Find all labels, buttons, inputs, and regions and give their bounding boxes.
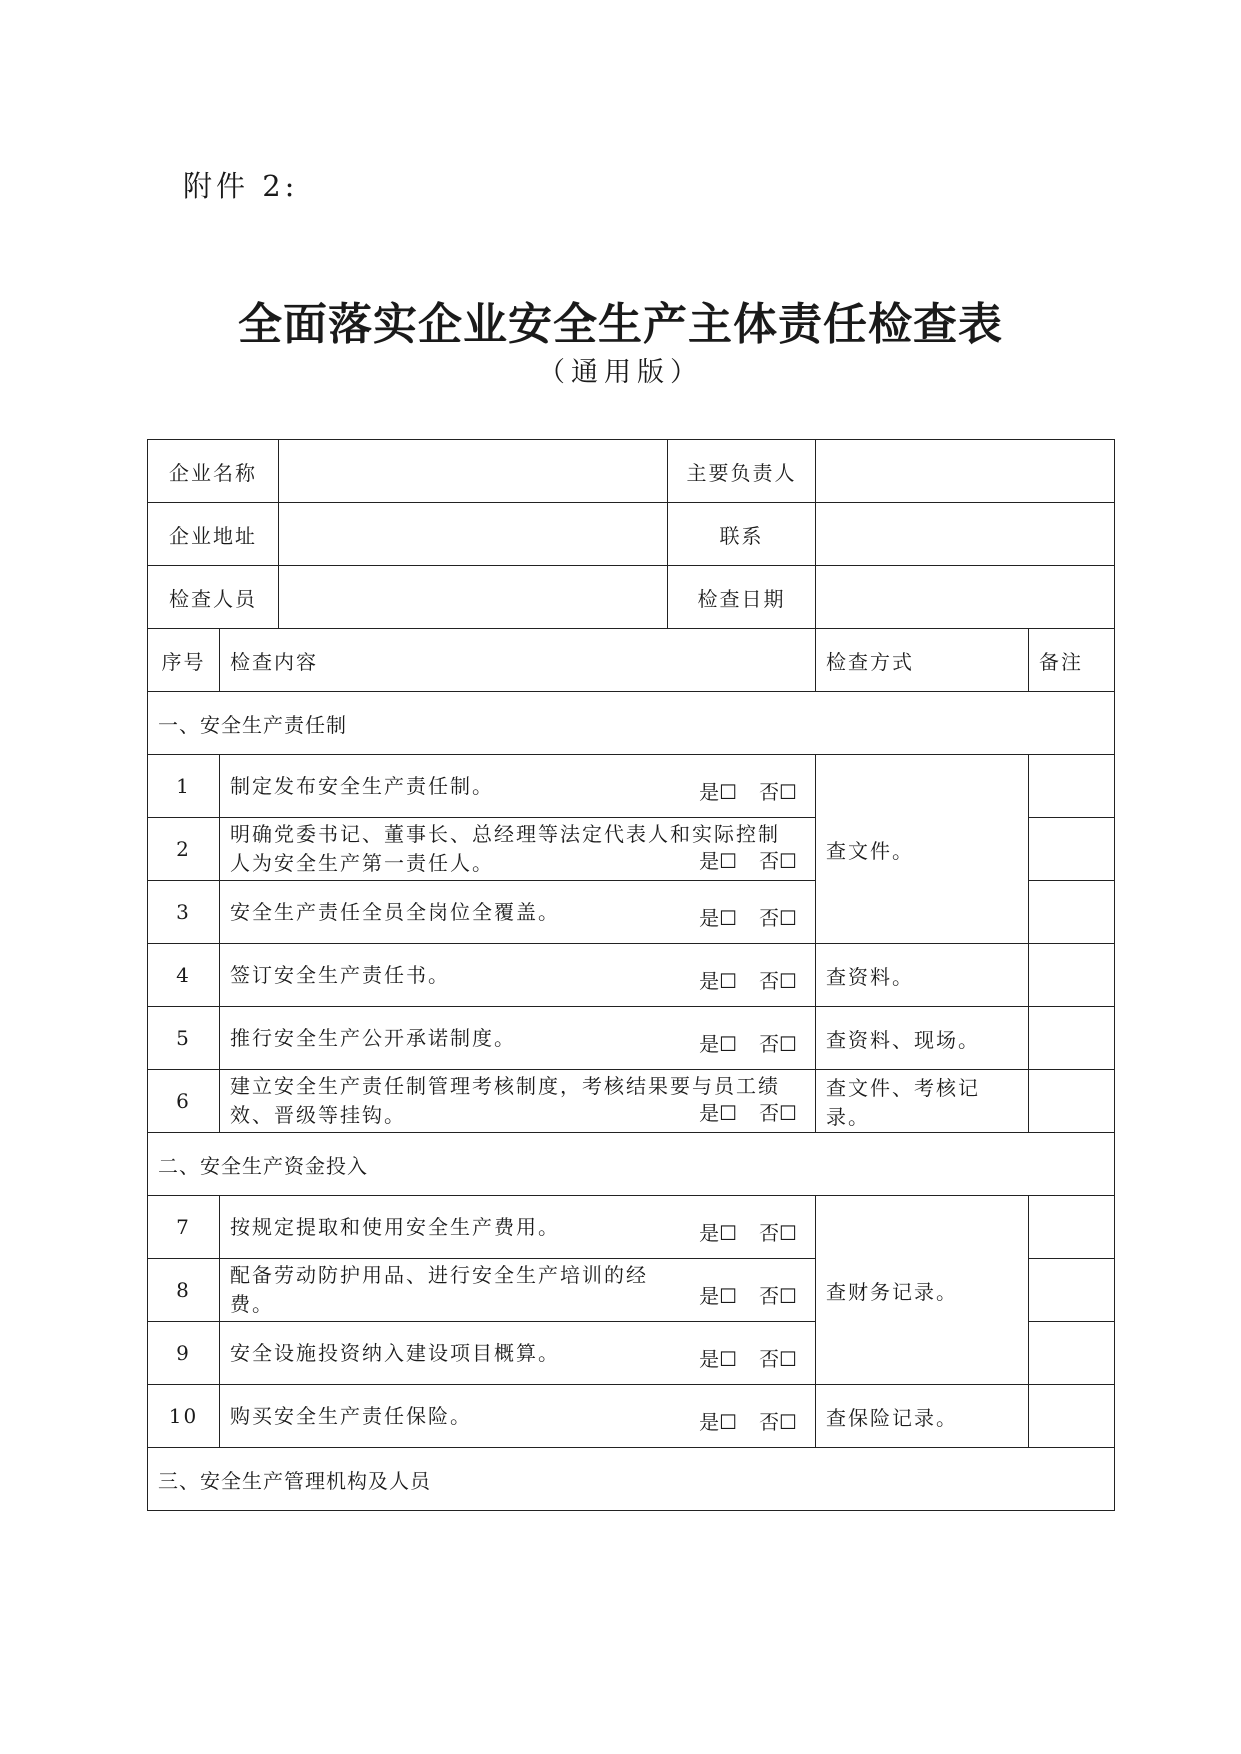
yes-checkbox[interactable]: 是☐ [699, 780, 738, 804]
column-method: 检查方式 [816, 629, 1029, 692]
item-number: 3 [148, 881, 220, 944]
yes-checkbox[interactable]: 是☐ [699, 906, 738, 930]
no-checkbox[interactable]: 否☐ [759, 1284, 797, 1308]
no-checkbox[interactable]: 否☐ [759, 1410, 797, 1434]
remarks-cell[interactable] [1029, 944, 1115, 1007]
item-content [220, 944, 816, 1007]
no-checkbox[interactable]: 否☐ [759, 1347, 797, 1371]
no-checkbox[interactable]: 否☐ [759, 969, 797, 993]
inspection-table [147, 439, 1115, 1511]
item-text: 建立安全生产责任制管理考核制度，考核结果要与员工绩效、晋级等挂钩。 [230, 1074, 780, 1127]
table-row [148, 944, 1115, 1007]
yes-checkbox[interactable]: 是☐ [699, 1347, 738, 1371]
table-row [148, 1007, 1115, 1070]
item-text: 推行安全生产公开承诺制度。 [230, 1025, 516, 1050]
yes-checkbox[interactable]: 是☐ [699, 1221, 738, 1245]
remarks-cell[interactable] [1029, 1196, 1115, 1259]
attachment-label: 附件 2: [183, 169, 299, 203]
header-row-inspectors [148, 566, 1115, 629]
remarks-cell[interactable] [1029, 1385, 1115, 1448]
table-row [148, 1070, 1115, 1133]
yes-checkbox[interactable]: 是☐ [699, 1101, 738, 1125]
remarks-cell[interactable] [1029, 818, 1115, 881]
item-number: 8 [148, 1259, 220, 1322]
inspectors-label: 检查人员 [148, 566, 279, 629]
main-responsible-field[interactable] [816, 440, 1115, 503]
no-checkbox[interactable]: 否☐ [759, 849, 797, 873]
item-text: 制定发布安全生产责任制。 [230, 773, 494, 798]
inspection-date-label: 检查日期 [668, 566, 816, 629]
company-address-label: 企业地址 [148, 503, 279, 566]
section-title: 三、安全生产管理机构及人员 [148, 1448, 1115, 1511]
no-checkbox[interactable]: 否☐ [759, 1032, 797, 1056]
no-checkbox[interactable]: 否☐ [759, 1101, 797, 1125]
section-row [148, 692, 1115, 755]
column-seq: 序号 [148, 629, 220, 692]
no-checkbox[interactable]: 否☐ [759, 1221, 797, 1245]
item-text: 安全生产责任全员全岗位全覆盖。 [230, 899, 560, 924]
remarks-cell[interactable] [1029, 1259, 1115, 1322]
method-cell: 查文件。 [816, 755, 1029, 944]
inspectors-field[interactable] [279, 566, 668, 629]
method-cell: 查财务记录。 [816, 1196, 1029, 1385]
item-content [220, 881, 816, 944]
item-text: 安全设施投资纳入建设项目概算。 [230, 1340, 560, 1365]
item-number: 5 [148, 1007, 220, 1070]
item-text: 签订安全生产责任书。 [230, 962, 450, 987]
remarks-cell[interactable] [1029, 1322, 1115, 1385]
yes-checkbox[interactable]: 是☐ [699, 1410, 738, 1434]
method-cell: 查资料。 [816, 944, 1029, 1007]
item-content [220, 1322, 816, 1385]
item-content [220, 755, 816, 818]
table-row [148, 1196, 1115, 1259]
section-title: 二、安全生产资金投入 [148, 1133, 1115, 1196]
no-checkbox[interactable]: 否☐ [759, 906, 797, 930]
section-row [148, 1448, 1115, 1511]
yes-checkbox[interactable]: 是☐ [699, 849, 738, 873]
item-number: 9 [148, 1322, 220, 1385]
contact-label: 联系 [668, 503, 816, 566]
item-content [220, 1385, 816, 1448]
document-title: 全面落实企业安全生产主体责任检查表 [238, 299, 1003, 350]
item-number: 10 [148, 1385, 220, 1448]
item-text: 按规定提取和使用安全生产费用。 [230, 1214, 560, 1239]
column-remarks: 备注 [1029, 629, 1115, 692]
item-number: 2 [148, 818, 220, 881]
remarks-cell[interactable] [1029, 755, 1115, 818]
yes-checkbox[interactable]: 是☐ [699, 1284, 738, 1308]
company-name-field[interactable] [279, 440, 668, 503]
item-number: 7 [148, 1196, 220, 1259]
remarks-cell[interactable] [1029, 1070, 1115, 1133]
item-number: 6 [148, 1070, 220, 1133]
section-title: 一、安全生产责任制 [148, 692, 1115, 755]
header-row-address [148, 503, 1115, 566]
remarks-cell[interactable] [1029, 881, 1115, 944]
column-header-row [148, 629, 1115, 692]
company-name-label: 企业名称 [148, 440, 279, 503]
main-responsible-label: 主要负责人 [668, 440, 816, 503]
header-row-company [148, 440, 1115, 503]
document-subtitle: （通用版） [538, 357, 703, 388]
table-row [148, 1385, 1115, 1448]
contact-field[interactable] [816, 503, 1115, 566]
item-content [220, 818, 816, 881]
item-content [220, 1259, 816, 1322]
remarks-cell[interactable] [1029, 1007, 1115, 1070]
item-number: 4 [148, 944, 220, 1007]
method-cell: 查资料、现场。 [816, 1007, 1029, 1070]
item-text: 购买安全生产责任保险。 [230, 1403, 472, 1428]
item-number: 1 [148, 755, 220, 818]
table-row [148, 755, 1115, 818]
yes-checkbox[interactable]: 是☐ [699, 969, 738, 993]
item-text: 明确党委书记、董事长、总经理等法定代表人和实际控制人为安全生产第一责任人。 [230, 822, 780, 875]
inspection-date-field[interactable] [816, 566, 1115, 629]
method-cell: 查保险记录。 [816, 1385, 1029, 1448]
item-content [220, 1007, 816, 1070]
item-content [220, 1196, 816, 1259]
no-checkbox[interactable]: 否☐ [759, 780, 797, 804]
item-text: 配备劳动防护用品、进行安全生产培训的经费。 [230, 1263, 648, 1316]
yes-checkbox[interactable]: 是☐ [699, 1032, 738, 1056]
method-cell: 查文件、考核记录。 [816, 1070, 1029, 1133]
column-content: 检查内容 [220, 629, 816, 692]
item-content [220, 1070, 816, 1133]
section-row [148, 1133, 1115, 1196]
company-address-field[interactable] [279, 503, 668, 566]
